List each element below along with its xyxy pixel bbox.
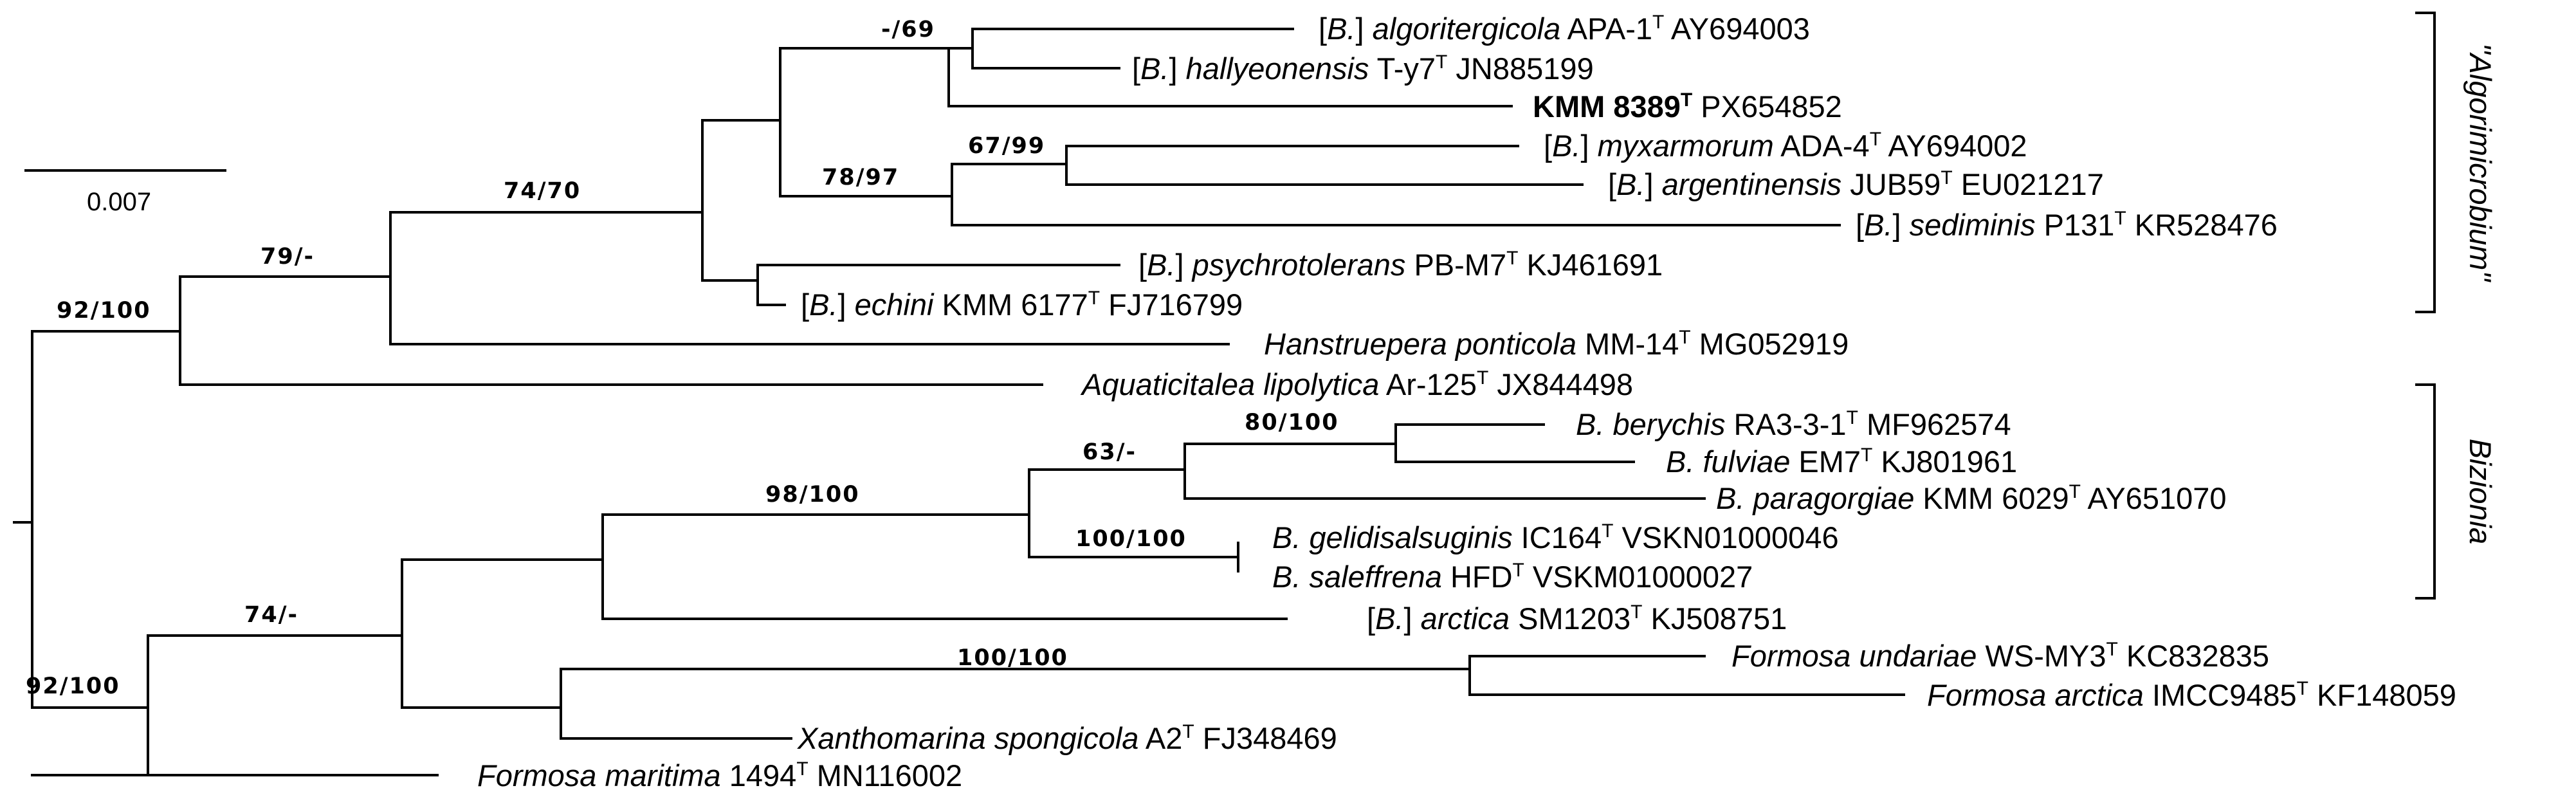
support-value: 79/- (260, 244, 315, 270)
taxon-label: Formosa undariae $WS-MY3^T$ KC832835 (1731, 639, 2270, 673)
taxon-label: [B.] algoritergicola APA-$1^T$ AY694003 (1319, 12, 1810, 46)
support-value: 74/- (244, 602, 299, 628)
bracket-bizionia (2415, 385, 2434, 598)
taxon-label: Xanthomarina spongicola $A2^T$ FJ348469 (798, 721, 1337, 755)
taxon-label: B. saleffrena $HFD^T$ VSKM01000027 (1272, 560, 1753, 594)
scale-bar (26, 170, 225, 216)
group-label-algorimicrobium: "Algorimicrobium" (2463, 42, 2498, 282)
taxon-label: Formosa maritima $1494^T$ MN116002 (477, 758, 963, 792)
scale-bar-label: 0.007 (87, 188, 152, 216)
taxon-label: [B.] arctica $SM1203^T$ KJ508751 (1367, 601, 1787, 636)
taxon-label: B. paragorgiae KMM $6029^T$ AY651070 (1716, 481, 2227, 515)
support-value: 63/- (1082, 439, 1137, 465)
support-value: 100/100 (1075, 526, 1187, 552)
support-value: 92/100 (57, 298, 151, 324)
taxon-label: [B.] hallyeonensis $T-y7^T$ JN885199 (1132, 51, 1594, 86)
taxon-label: Aquaticitalea lipolytica $Ar-125^T$ JX844498 (1082, 367, 1634, 401)
support-value: 74/70 (504, 178, 581, 204)
taxon-label: [B.] psychrotolerans $PB-M7^T$ KJ461691 (1138, 248, 1663, 282)
taxon-label: [B.] argentinensis $JUB59^T$ EU021217 (1608, 167, 2104, 201)
taxon-label: [B.] myxarmorum ADA-$4^T$ AY694002 (1544, 129, 2027, 163)
support-value: 92/100 (26, 673, 120, 699)
group-label-bizionia: Bizionia (2463, 438, 2498, 545)
taxon-label: [B.] sediminis $P131^T$ KR528476 (1856, 208, 2278, 242)
taxon-label-kmm8389: KMM $8389^T$ PX654852 (1533, 89, 1842, 124)
taxon-label: B. fulviae $EM7^T$ KJ801961 (1666, 444, 2018, 479)
taxon-label: Hanstruepera ponticola $MM-14^T$ MG052919 (1264, 327, 1849, 361)
support-value: -/69 (881, 17, 936, 42)
bracket-algorimicrobium (2415, 13, 2434, 312)
taxon-labels (477, 12, 2456, 792)
taxon-label: B. gelidisalsuginis $IC164^T$ VSKN01000046 (1272, 520, 1839, 554)
support-value: 98/100 (765, 482, 860, 508)
taxon-label: [B.] echini KMM $6177^T$ FJ716799 (801, 288, 1243, 322)
taxon-label: Formosa arctica $IMCC9485^T$ KF148059 (1927, 678, 2456, 712)
group-brackets (2415, 13, 2498, 598)
support-value: 80/100 (1245, 410, 1339, 435)
support-value: 100/100 (957, 645, 1068, 671)
support-value: 78/97 (822, 165, 900, 190)
support-values (26, 17, 1339, 699)
taxon-label: B. berychis $RA3-3-1^T$ MF962574 (1576, 407, 2011, 441)
support-value: 67/99 (968, 133, 1046, 159)
